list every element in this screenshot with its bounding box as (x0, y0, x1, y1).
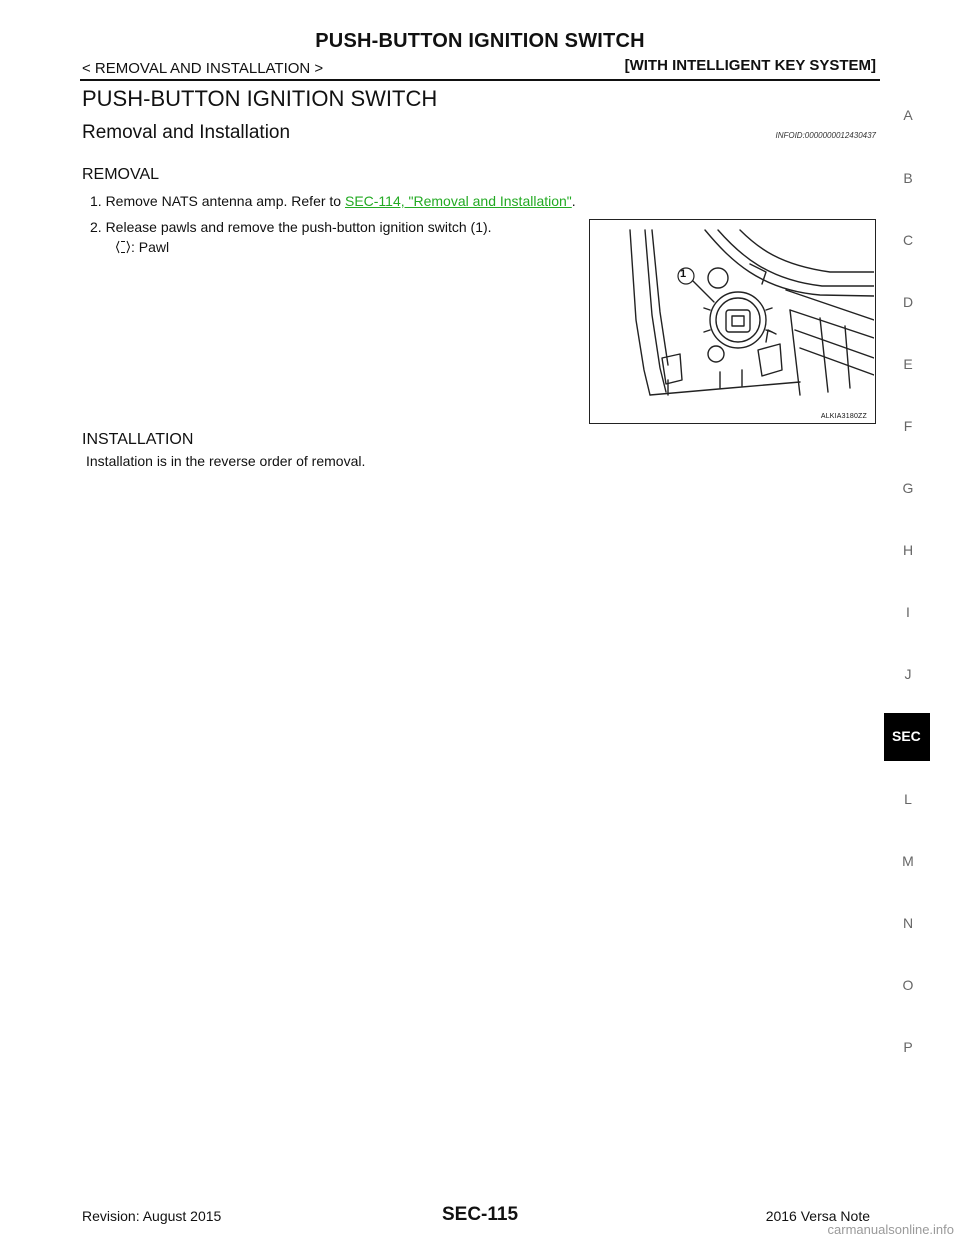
sidebar-index-f[interactable]: F (903, 418, 913, 434)
pawl-legend (115, 239, 169, 255)
sidebar-index-e[interactable]: E (903, 356, 913, 372)
removal-step-2: 2. Release pawls and remove the push-button ignition switch (1). (90, 219, 492, 235)
sidebar-index-l[interactable]: L (904, 791, 912, 807)
sidebar-index-g[interactable]: G (902, 480, 914, 496)
sidebar-index-b[interactable]: B (903, 170, 913, 186)
figure-callout-1: 1 (680, 268, 687, 280)
sidebar-index-o[interactable]: O (902, 977, 914, 993)
sidebar-index-m[interactable]: M (902, 853, 914, 869)
sidebar-index-h[interactable]: H (902, 542, 914, 558)
figure-code: ALKIA3180ZZ (820, 413, 867, 420)
installation-text: Installation is in the reverse order of removal. (86, 453, 366, 469)
removal-heading: REMOVAL (82, 166, 160, 183)
sidebar-active-label: SEC (892, 728, 921, 744)
sidebar-index-n[interactable]: N (902, 915, 914, 931)
sec-114-link[interactable]: SEC-114, "Removal and Installation" (344, 193, 572, 209)
sidebar-index-c[interactable]: C (902, 232, 914, 248)
footer-watermark: carmanualsonline.info (827, 1222, 954, 1237)
header-system-label: [WITH INTELLIGENT KEY SYSTEM] (624, 57, 876, 74)
sidebar-index-j[interactable]: J (904, 666, 912, 682)
ignition-switch-drawing (590, 220, 874, 422)
sidebar-index-i[interactable]: I (906, 604, 910, 620)
removal-illustration (589, 219, 876, 424)
sidebar-index-p[interactable]: P (903, 1039, 913, 1055)
installation-heading: INSTALLATION (82, 431, 194, 448)
info-id: INFOID:0000000012430437 (775, 131, 876, 140)
header-title: PUSH-BUTTON IGNITION SWITCH (315, 30, 645, 52)
footer-revision: Revision: August 2015 (82, 1208, 222, 1224)
step-1-text: 1. Remove NATS antenna amp. Refer to (90, 193, 345, 209)
header-section-label: < REMOVAL AND INSTALLATION > (82, 60, 324, 77)
footer-page-number: SEC-115 (441, 1204, 519, 1225)
footer-model: 2016 Versa Note (765, 1208, 870, 1224)
header-rule (80, 79, 880, 81)
page-title: PUSH-BUTTON IGNITION SWITCH (82, 86, 438, 111)
section-subtitle: Removal and Installation (82, 122, 291, 143)
pawl-legend-text: : Pawl (131, 239, 170, 255)
pawl-symbol-icon (115, 239, 131, 255)
sidebar-index-a[interactable]: A (903, 107, 913, 123)
sidebar-index-d[interactable]: D (902, 294, 914, 310)
removal-step-1 (90, 193, 576, 209)
sidebar-index-sec-active[interactable] (884, 713, 930, 761)
step-1-suffix: . (571, 193, 576, 209)
